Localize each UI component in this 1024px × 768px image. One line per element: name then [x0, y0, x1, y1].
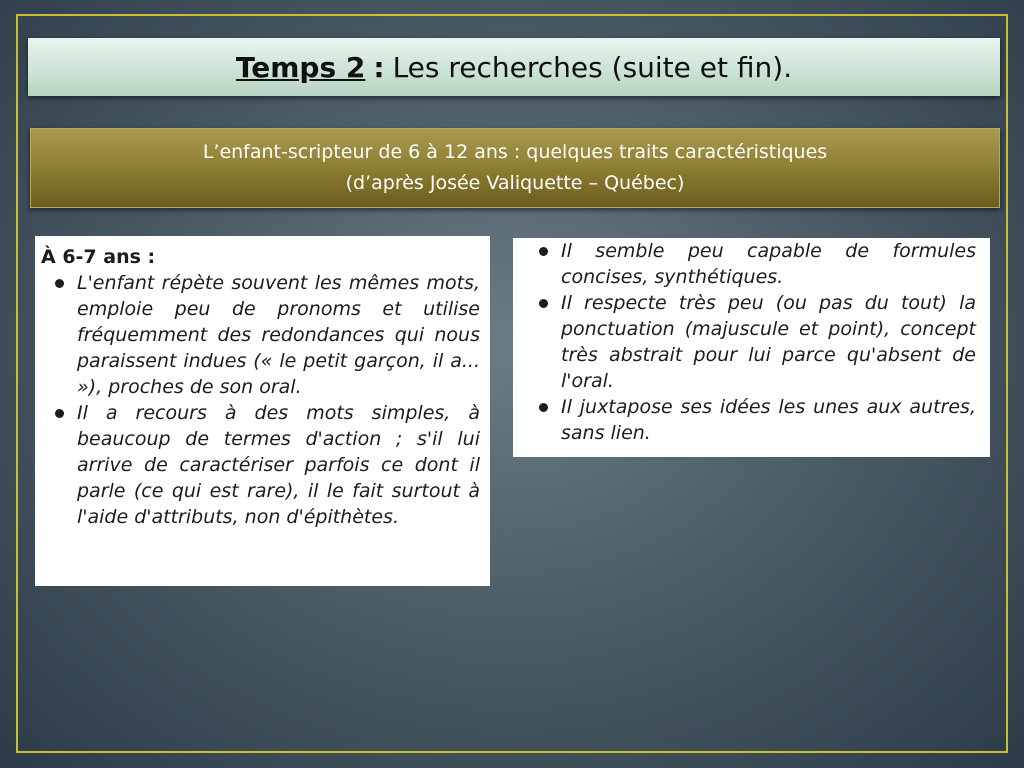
title-colon: :: [373, 50, 385, 84]
bullet-icon: [55, 409, 64, 418]
title-text: Les recherches (suite et fin).: [392, 50, 793, 84]
scanned-excerpt-right: [513, 238, 990, 457]
slide-title: [28, 38, 1000, 96]
list-item: [41, 270, 480, 400]
list-item-text: Il juxtapose ses idées les unes aux autres, sans lien.: [561, 396, 976, 444]
left-bullet-list: [41, 270, 480, 530]
age-heading: À 6-7 ans :: [41, 246, 156, 268]
right-bullet-list: [533, 238, 976, 446]
title-emphasis: Temps 2: [235, 50, 366, 84]
subtitle-banner: [30, 128, 1000, 208]
bullet-icon: [55, 279, 64, 288]
list-item: [533, 290, 976, 394]
subtitle-line-1: L’enfant-scripteur de 6 à 12 ans : quelques traits caractéristiques: [202, 141, 828, 163]
list-item: [533, 394, 976, 446]
bullet-icon: [539, 299, 548, 308]
list-item: [41, 400, 480, 530]
bullet-icon: [539, 247, 548, 256]
list-item-text: Il respecte très peu (ou pas du tout) la ponctuation (majuscule et point), concept très abstrait pour lui parce qu'absent de l'oral.: [561, 292, 976, 392]
subtitle-line-2: (d’après Josée Valiquette – Québec): [345, 172, 685, 194]
bullet-icon: [539, 403, 548, 412]
list-item-text: L'enfant répète souvent les mêmes mots, emploie peu de pronoms et utilise fréquemment des redondances qui nous paraissent indues (« le petit garçon, il a... »), proches de son oral.: [77, 272, 480, 398]
list-item-text: Il a recours à des mots simples, à beaucoup de termes d'action ; s'il lui arrive de caractériser parfois ce dont il parle (ce qui est rare), il le fait surtout à l'aide d'attributs, non d'épithètes.: [77, 402, 480, 528]
scanned-excerpt-left: [35, 236, 490, 586]
list-item-text: Il semble peu capable de formules concises, synthétiques.: [561, 240, 976, 288]
list-item: [533, 238, 976, 290]
